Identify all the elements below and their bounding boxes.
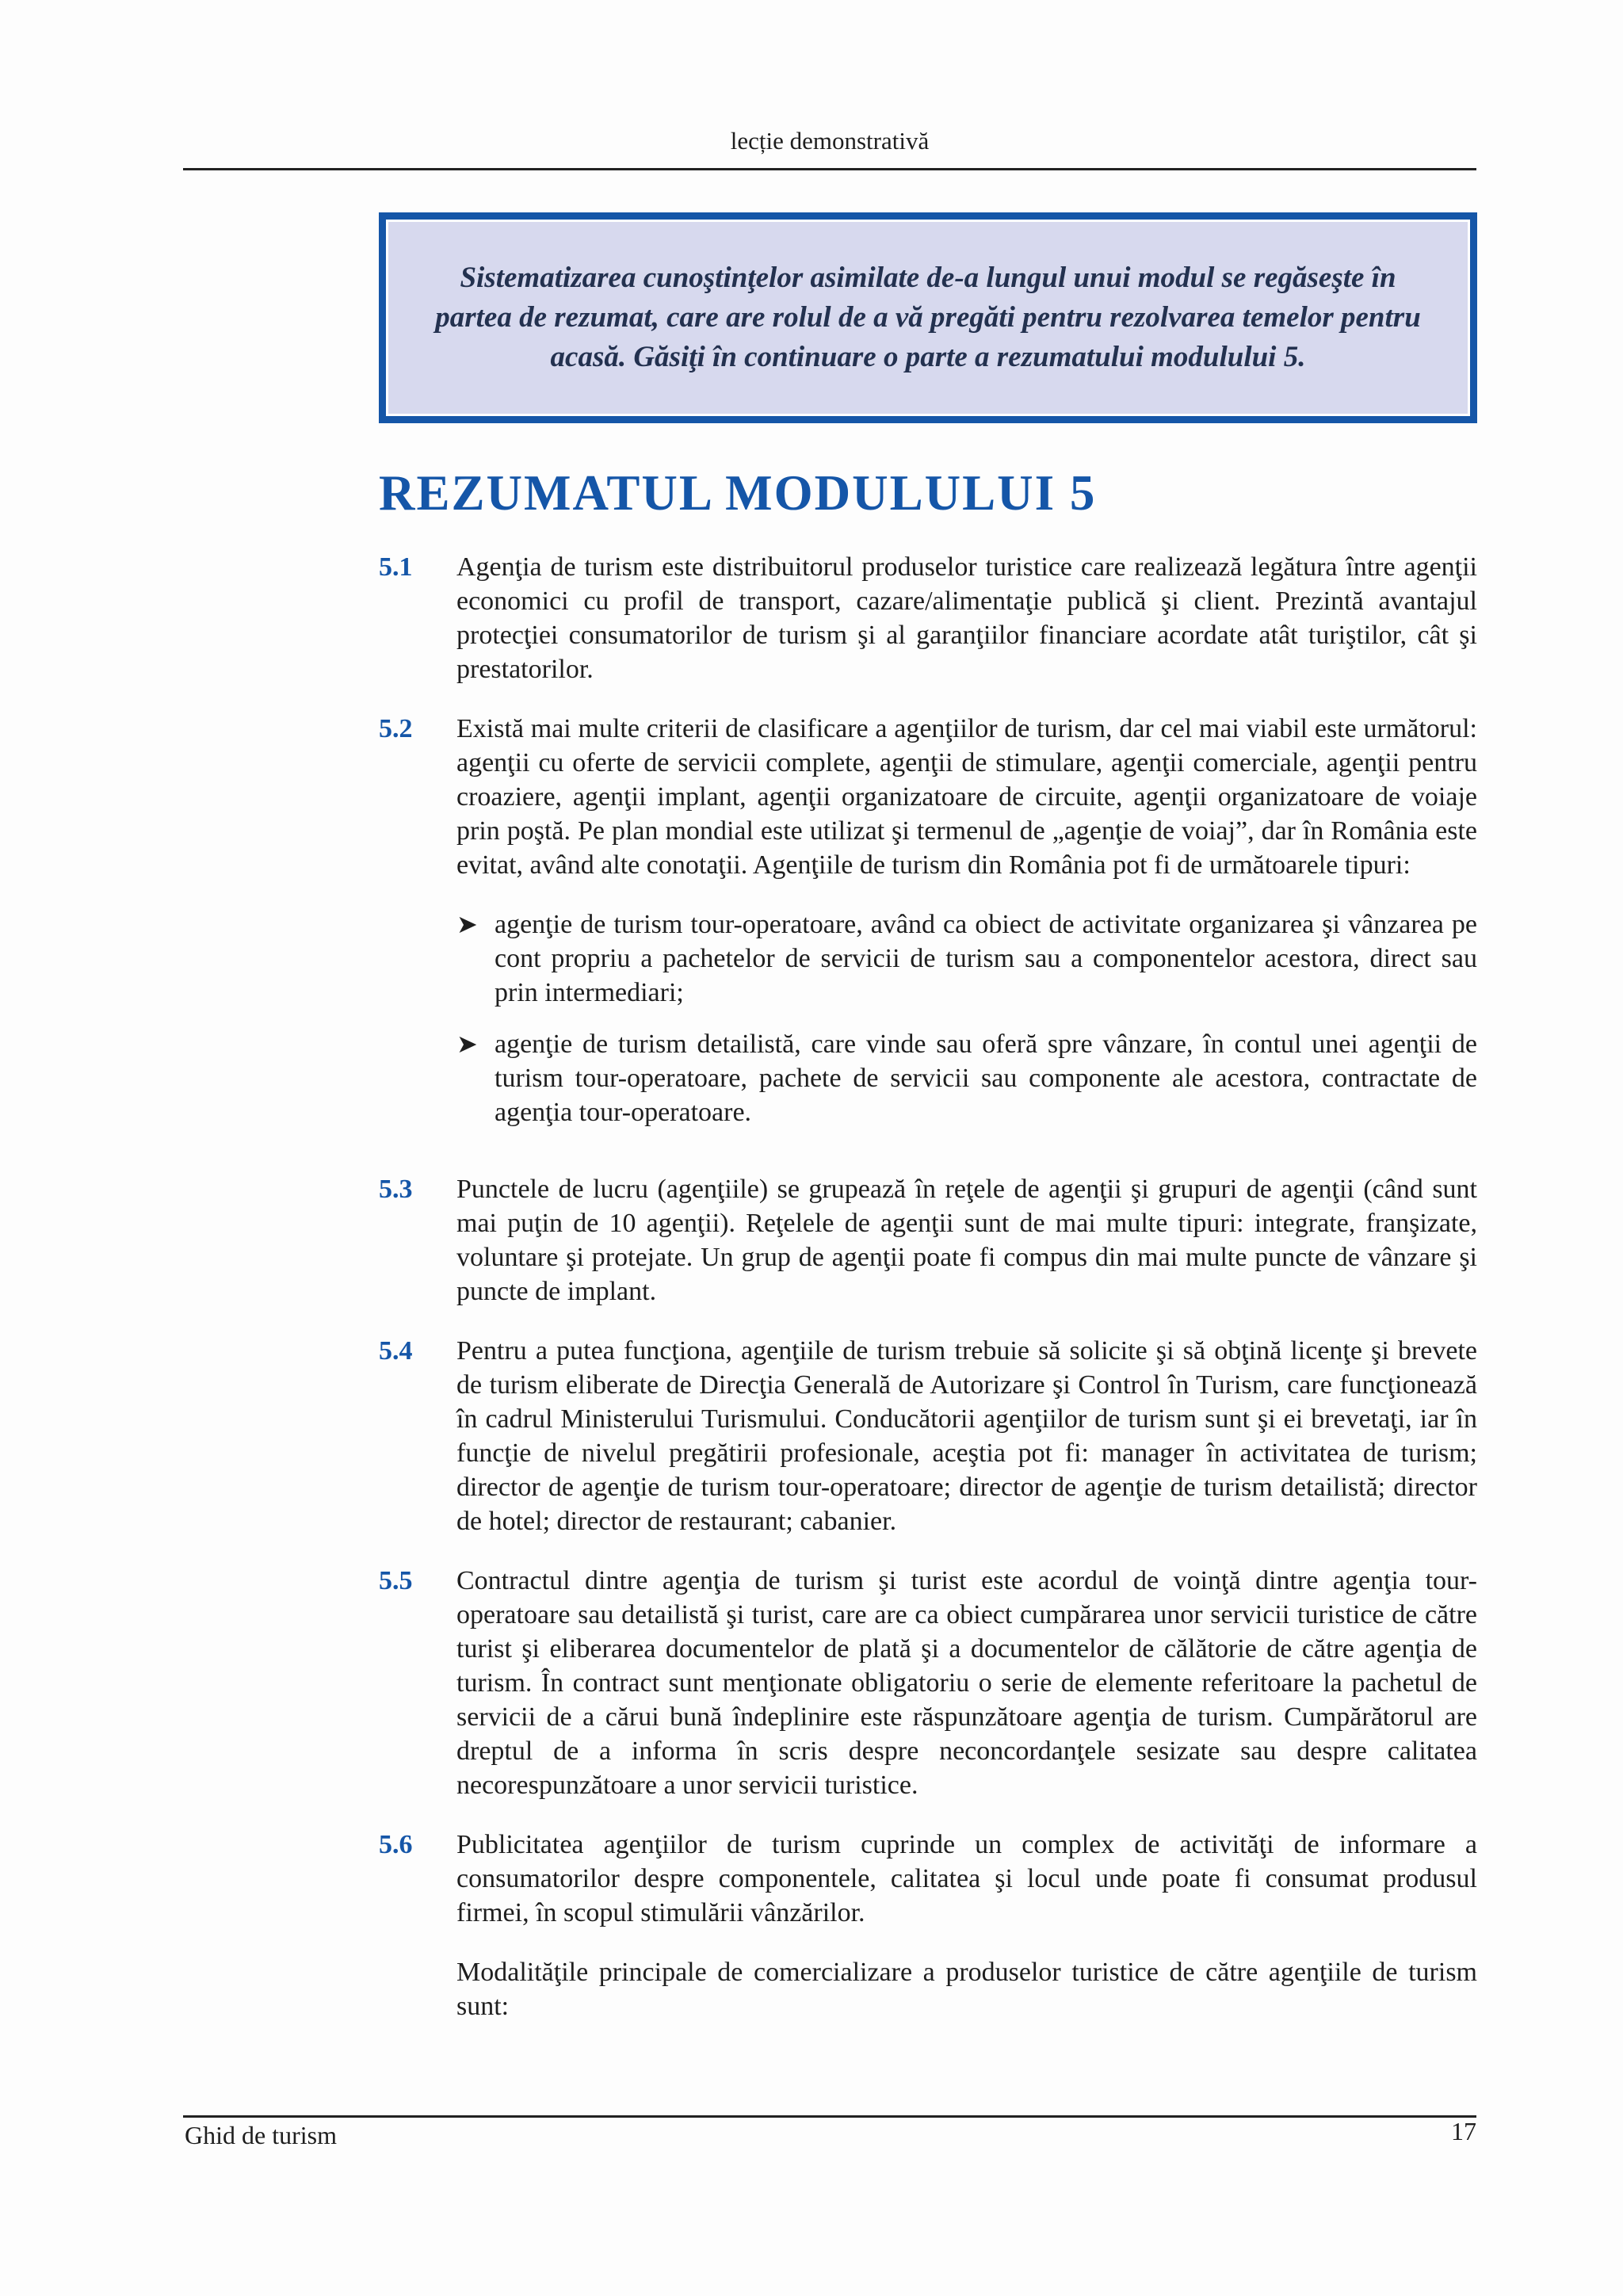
arrow-bullet-icon: ➤	[456, 910, 478, 938]
summary-list	[379, 550, 1477, 2049]
running-header: lecție demonstrativă	[730, 127, 930, 155]
item-body	[456, 1564, 1477, 1802]
summary-item-5-2	[379, 712, 1477, 1147]
item-number: 5.5	[379, 1566, 413, 1595]
item-body	[456, 550, 1477, 686]
section-title: REZUMATUL MODULULUI 5	[379, 465, 1097, 521]
summary-callout-box	[379, 212, 1477, 423]
summary-item-5-4	[379, 1334, 1477, 1538]
item-body	[456, 1334, 1477, 1538]
header-rule	[183, 168, 1476, 170]
summary-item-5-6	[379, 1828, 1477, 2023]
item-number: 5.6	[379, 1830, 413, 1859]
bullet-text: agenţie de turism detailistă, care vinde sau oferă spre vânzare, în contul unei agenţii de turism tour-operatoare, pachete de servicii sau componente ale acestora, contractate de agenţia tour-operatoare.	[495, 1030, 1477, 1127]
item-extra-text: Modalităţile principale de comercializare a produselor turistice de către agenţiile de turism sunt:	[456, 1958, 1477, 2021]
item-body	[456, 1172, 1477, 1308]
item-number: 5.1	[379, 552, 413, 582]
page-number: 17	[1451, 2117, 1476, 2145]
item-number: 5.4	[379, 1336, 413, 1366]
callout-inner	[386, 220, 1470, 416]
summary-item-5-5	[379, 1564, 1477, 1802]
item-number: 5.2	[379, 714, 413, 743]
item-text: Există mai multe criterii de clasificare a agenţiilor de turism, dar cel mai viabil este următorul: agenţii cu oferte de servicii complete, agenţii de stimulare, agenţii comerciale, agenţii pentru croaziere, agenţii implant, agenţii organizatoare de circuite, agenţii organizatoare de voiaje prin poştă. Pe plan mondial este utilizat şi termenul de „agenţie de voiaj”, dar în România este evitat, având alte conotaţii. Agenţiile de turism din România pot fi de următoarele tipuri:	[456, 714, 1477, 880]
callout-text: Sistematizarea cunoştinţelor asimilate de-a lungul unui modul se regăseşte în partea de rezumat, care are rolul de a vă pregăti pentru rezolvarea temelor pentru acasă. Găsiţi în continuare o parte a rezumatului modulului 5.	[435, 262, 1421, 373]
list-item	[456, 1027, 1477, 1129]
list-item	[456, 907, 1477, 1010]
arrow-bullet-icon: ➤	[456, 1030, 478, 1058]
footer-rule	[183, 2115, 1476, 2118]
item-text: Contractul dintre agenţia de turism şi turist este acordul de voinţă dintre agenţia tour-operatoare sau detailistă şi turist, care are ca obiect cumpărarea unor servicii turistice de către turist şi eliberarea documentelor de plată şi a documentelor de călătorie de către agenţia de turism. În contract sunt menţionate obligatoriu o serie de elemente referitoare la pachetul de servicii de a cărui bună îndeplinire este răspunzătoare agenţia de turism. Cumpărătorul are dreptul de a informa în scris despre neconcordanţele sesizate sau despre calitatea necorespunzătoare a unor servicii turistice.	[456, 1566, 1477, 1800]
item-text: Agenţia de turism este distribuitorul produselor turistice care realizează legătura între agenţii economici cu profil de transport, cazare/alimentaţie publică şi client. Prezintă avantajul protecţiei consumatorilor de turism şi al garanţiilor financiare acordate atât turiştilor, cât şi prestatorilor.	[456, 552, 1477, 684]
summary-item-5-1	[379, 550, 1477, 686]
item-number: 5.3	[379, 1175, 413, 1204]
item-body	[456, 712, 1477, 1147]
footer-book-title: Ghid de turism	[185, 2121, 337, 2149]
item-text: Punctele de lucru (agenţiile) se grupează în reţele de agenţii şi grupuri de agenţii (când sunt mai puţin de 10 agenţii). Reţelele de agenţii sunt de mai multe tipuri: integrate, franşizate, voluntare şi protejate. Un grup de agenţii poate fi compus din mai multe puncte de vânzare şi puncte de implant.	[456, 1175, 1477, 1306]
bullet-text: agenţie de turism tour-operatoare, având ca obiect de activitate organizarea şi vânzarea pe cont propriu a pachetelor de servicii de turism sau a componentelor acestora, direct sau prin intermediari;	[495, 910, 1477, 1007]
item-body	[456, 1828, 1477, 2023]
item-text: Publicitatea agenţiilor de turism cuprinde un complex de activităţi de informare a consumatorilor despre componentele, calitatea şi locul unde poate fi consumat produsul firmei, în scopul stimulării vânzărilor.	[456, 1830, 1477, 1927]
summary-item-5-3	[379, 1172, 1477, 1308]
agency-types-list	[456, 907, 1477, 1129]
item-text: Pentru a putea funcţiona, agenţiile de turism trebuie să solicite şi să obţină licenţe şi brevete de turism eliberate de Direcţia Generală de Autorizare şi Control în Turism, care funcţionează în cadrul Ministerului Turismului. Conducătorii agenţiilor de turism sunt şi ei brevetaţi, iar în funcţie de nivelul pregătirii profesionale, aceştia pot fi: manager în activitatea de turism; director de agenţie de turism tour-operatoare; director de agenţie de turism detailistă; director de hotel; director de restaurant; cabanier.	[456, 1336, 1477, 1536]
